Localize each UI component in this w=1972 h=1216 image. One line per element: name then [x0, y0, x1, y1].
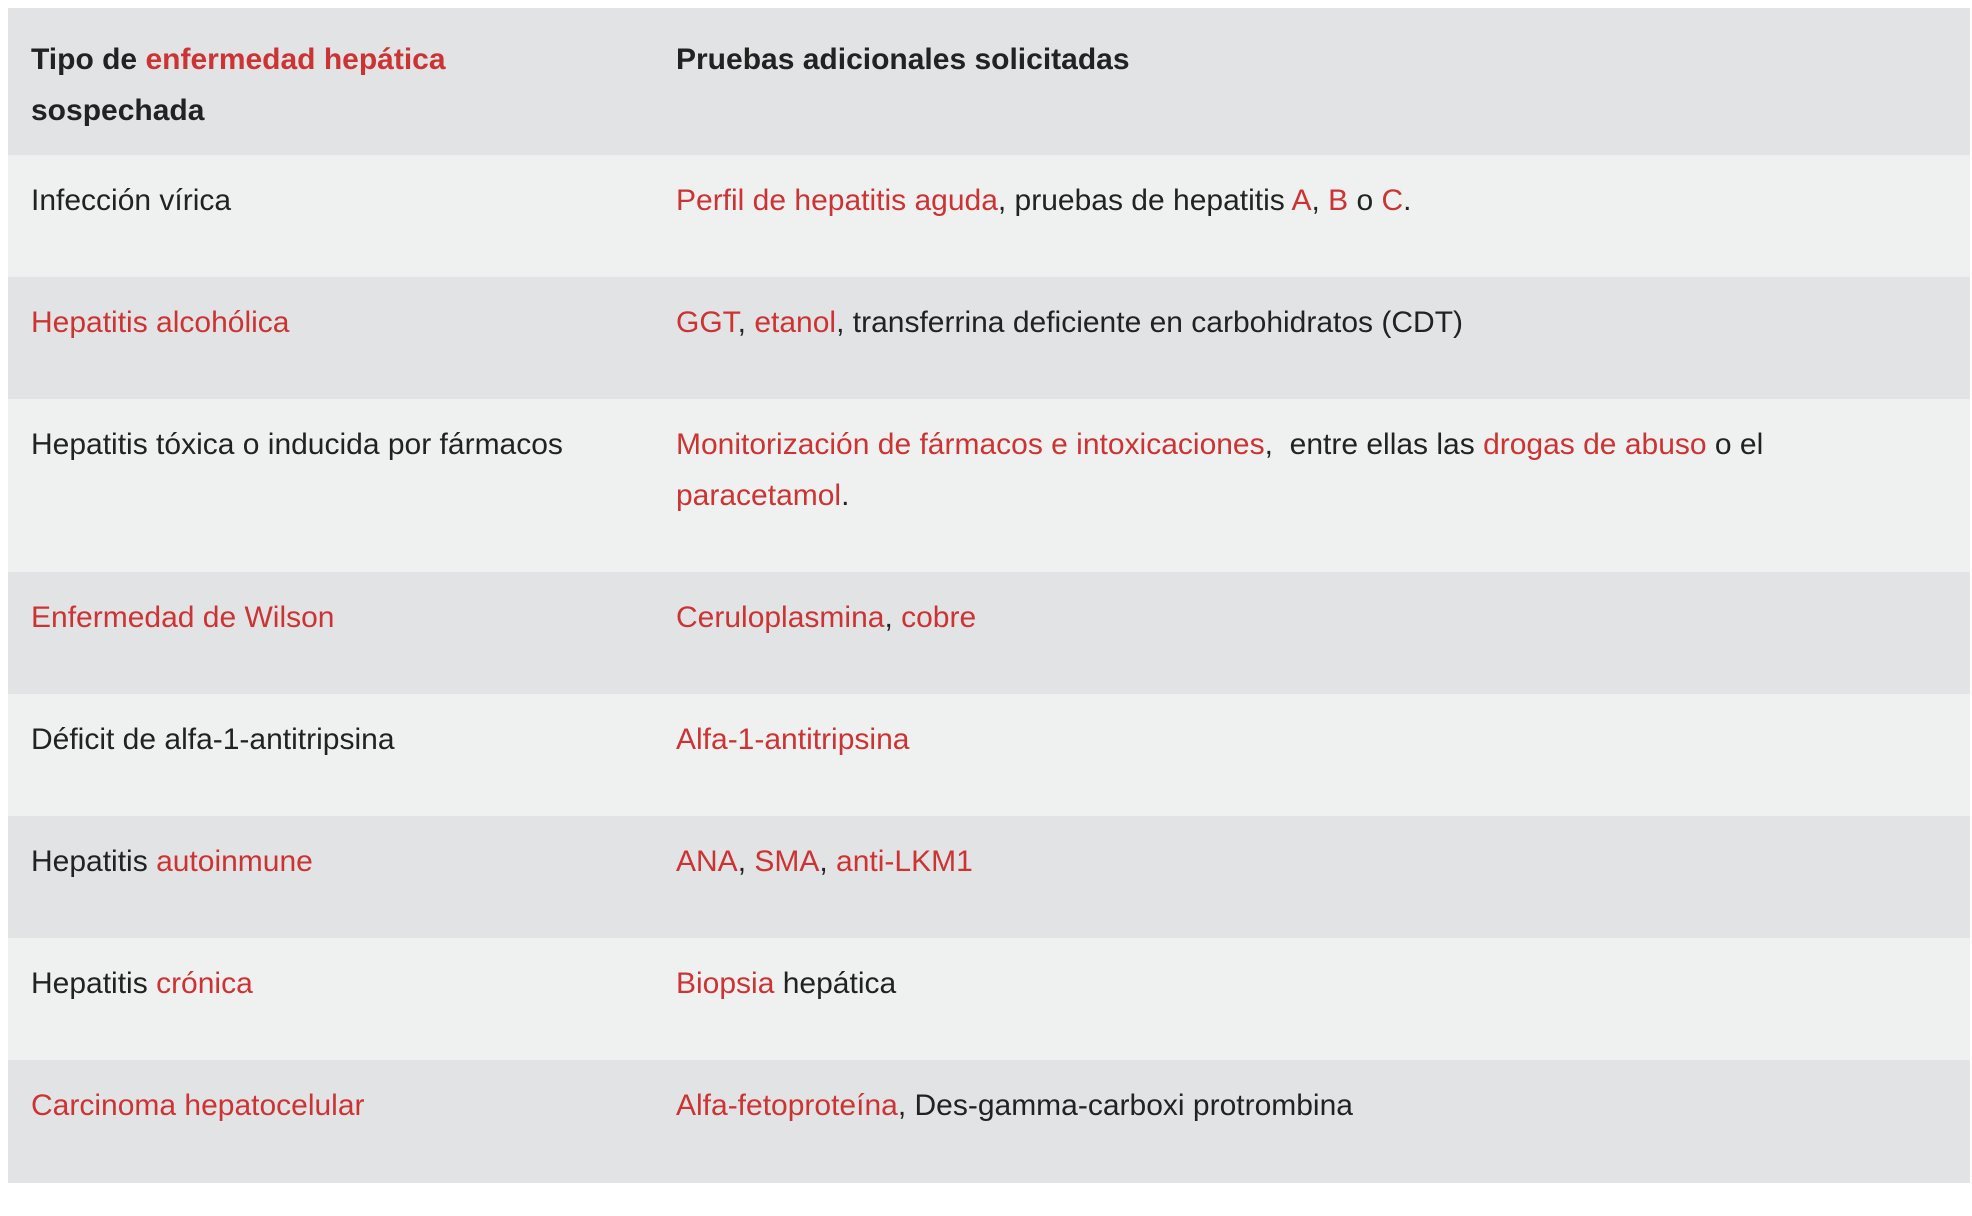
link-alfa-1-antitripsina[interactable]: Alfa-1-antitripsina	[676, 723, 910, 756]
link-hepatitis-b[interactable]: B	[1328, 184, 1349, 217]
tests-cell	[653, 1060, 1970, 1183]
tests-text: hepática	[774, 967, 897, 1000]
table-header-row	[8, 8, 1970, 155]
tests-cell	[653, 816, 1970, 938]
link-autoinmune[interactable]: autoinmune	[156, 845, 313, 878]
tests-text: , pruebas de hepatitis	[997, 184, 1292, 217]
link-cobre[interactable]: cobre	[901, 601, 977, 634]
disease-cell	[8, 155, 653, 277]
link-ggt[interactable]: GGT	[676, 306, 738, 339]
tests-cell	[653, 694, 1970, 816]
link-perfil-hepatitis-aguda[interactable]: Perfil de hepatitis aguda	[676, 184, 998, 217]
tests-text: , transferrina deficiente en carbohidratos (CDT)	[836, 306, 1464, 339]
disease-cell	[8, 938, 653, 1060]
table-row	[8, 694, 1970, 816]
table-row	[8, 399, 1970, 572]
disease-cell	[8, 1060, 653, 1183]
header-col1-prefix: Tipo de	[31, 43, 146, 76]
tests-text: ,	[737, 306, 755, 339]
link-drogas-de-abuso[interactable]: drogas de abuso	[1483, 428, 1707, 461]
table-row	[8, 938, 1970, 1060]
table-row	[8, 155, 1970, 277]
tests-text: , Des-gamma-carboxi protrombina	[897, 1089, 1353, 1122]
table-row	[8, 277, 1970, 399]
tests-text: o	[1348, 184, 1382, 217]
table-row	[8, 1060, 1970, 1183]
disease-text: Hepatitis	[31, 967, 157, 1000]
link-cronica[interactable]: crónica	[156, 967, 253, 1000]
disease-cell	[8, 816, 653, 938]
link-hepatitis-a[interactable]: A	[1291, 184, 1312, 217]
tests-text: .	[1403, 184, 1412, 217]
disease-cell	[8, 572, 653, 694]
link-sma[interactable]: SMA	[754, 845, 820, 878]
link-monitorizacion-farmacos[interactable]: Monitorización de fármacos e intoxicaciones	[676, 428, 1265, 461]
link-enfermedad-hepatica[interactable]: enfermedad hepática	[145, 43, 446, 76]
header-additional-tests: Pruebas adicionales solicitadas	[676, 43, 1130, 76]
disease-cell	[8, 277, 653, 399]
header-col1-suffix: sospechada	[31, 94, 205, 127]
tests-cell	[653, 155, 1970, 277]
link-hepatitis-alcoholica[interactable]: Hepatitis alcohólica	[31, 306, 290, 339]
tests-cell	[653, 938, 1970, 1060]
link-biopsia[interactable]: Biopsia	[676, 967, 775, 1000]
disease-text: Hepatitis	[31, 845, 157, 878]
tests-cell	[653, 399, 1970, 572]
tests-cell	[653, 572, 1970, 694]
disease-text: Hepatitis tóxica o inducida por fármacos	[31, 428, 563, 461]
link-alfa-fetoproteina[interactable]: Alfa-fetoproteína	[676, 1089, 898, 1122]
tests-cell	[653, 277, 1970, 399]
disease-cell	[8, 399, 653, 572]
link-enfermedad-de-wilson[interactable]: Enfermedad de Wilson	[31, 601, 335, 634]
disease-text: Déficit de alfa-1-antitripsina	[31, 723, 395, 756]
link-ana[interactable]: ANA	[676, 845, 738, 878]
liver-tests-table	[8, 8, 1970, 1183]
link-anti-lkm1[interactable]: anti-LKM1	[836, 845, 973, 878]
liver-tests-table-container	[8, 8, 1970, 1183]
tests-text: ,	[1311, 184, 1329, 217]
tests-text: .	[841, 479, 850, 512]
tests-text: ,	[737, 845, 755, 878]
header-disease-type	[8, 8, 653, 155]
link-paracetamol[interactable]: paracetamol	[676, 479, 842, 512]
table-row	[8, 572, 1970, 694]
link-carcinoma-hepatocelular[interactable]: Carcinoma hepatocelular	[31, 1089, 365, 1122]
link-etanol[interactable]: etanol	[754, 306, 837, 339]
tests-text: ,	[819, 845, 837, 878]
link-hepatitis-c[interactable]: C	[1381, 184, 1404, 217]
disease-cell	[8, 694, 653, 816]
disease-text: Infección vírica	[31, 184, 232, 217]
table-row	[8, 816, 1970, 938]
tests-text: ,	[884, 601, 902, 634]
tests-text: o el	[1706, 428, 1764, 461]
link-ceruloplasmina[interactable]: Ceruloplasmina	[676, 601, 885, 634]
tests-text: , entre ellas las	[1264, 428, 1484, 461]
